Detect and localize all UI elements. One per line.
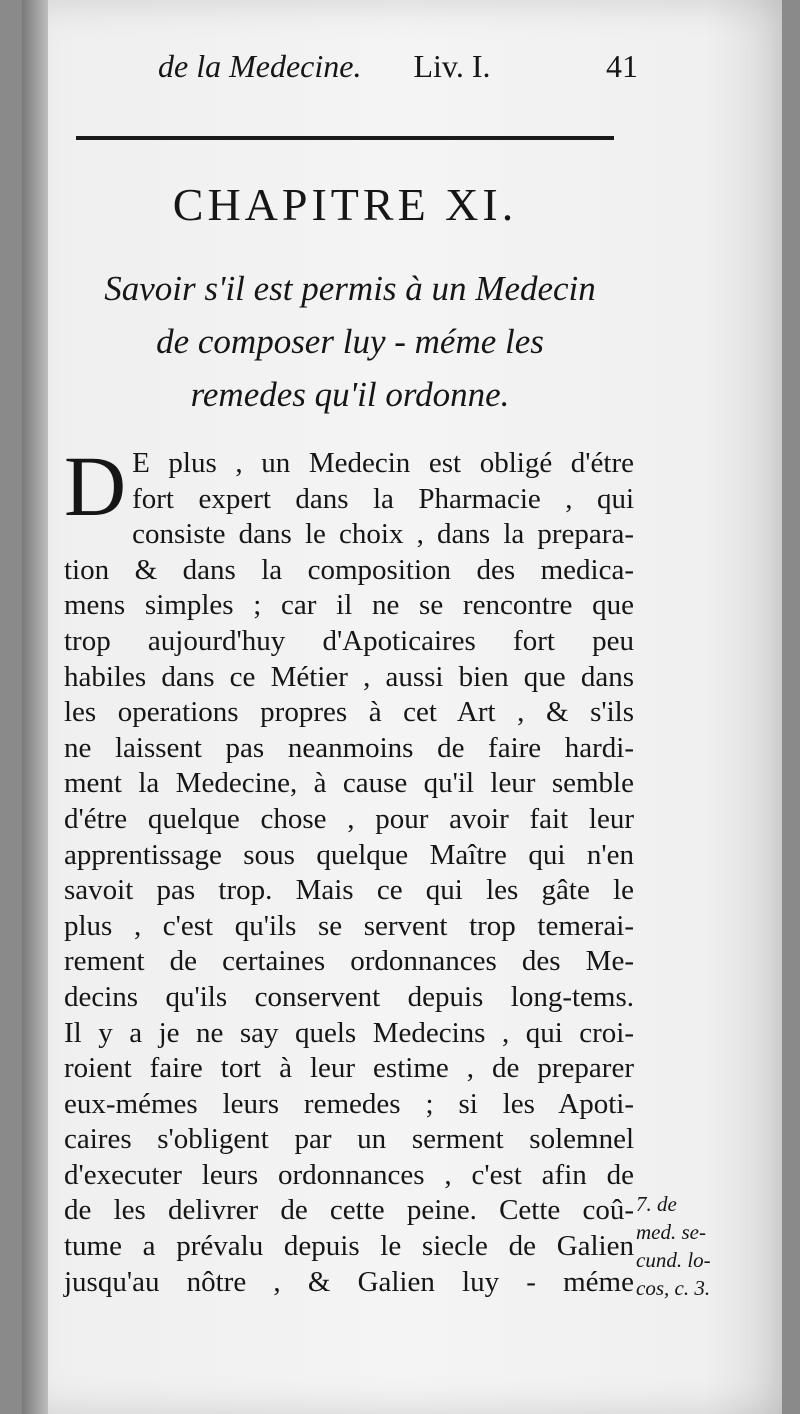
- text-line: roient faire tort à leur estime , de preparer: [64, 1052, 634, 1085]
- text-line: ne laissent pas neanmoins de faire hardi-: [64, 731, 634, 764]
- page-gutter: [22, 0, 48, 1414]
- marginal-note-line: cund. lo-: [636, 1248, 711, 1272]
- text-line: tume a prévalu depuis le siecle de Galien: [64, 1230, 634, 1263]
- text-line: ment la Medecine, à cause qu'il leur semble: [64, 767, 634, 800]
- subtitle-line: remedes qu'il ordonne.: [190, 375, 510, 414]
- text-line: de les delivrer de cette peine. Cette coû-: [64, 1194, 634, 1227]
- running-head: [158, 48, 638, 85]
- marginal-note: [636, 1190, 746, 1302]
- marginal-note-line: med. se-: [636, 1220, 706, 1244]
- text-line: decins qu'ils conservent depuis long-tems.: [64, 980, 634, 1013]
- text-line: caires s'obligent par un serment solemnel: [64, 1123, 634, 1156]
- text-line: d'étre quelque chose , pour avoir fait leur: [64, 802, 634, 835]
- marginal-note-line: 7. de: [636, 1192, 677, 1216]
- text-line: les operations propres à cet Art , & s'ils: [64, 696, 634, 729]
- text-line: Il y a je ne say quels Medecins , qui croi-: [64, 1016, 634, 1049]
- body-text: [64, 438, 634, 1300]
- text-line: mens simples ; car il ne se rencontre que: [64, 589, 634, 622]
- text-line: plus , c'est qu'ils se servent trop temerai-: [64, 909, 634, 942]
- book-number: Liv. I.: [413, 48, 491, 84]
- marginal-note-line: cos, c. 3.: [636, 1276, 711, 1300]
- text-line: consiste dans le choix , dans la prepara-: [132, 518, 634, 551]
- chapter-heading: CHAPITRE XI.: [172, 179, 518, 230]
- page-number: 41: [606, 48, 638, 84]
- subtitle-line: Savoir s'il est permis à un Medecin: [104, 269, 596, 308]
- text-line: tion & dans la composition des medica-: [64, 553, 634, 586]
- drop-capital: D: [64, 438, 127, 534]
- subtitle-line: de composer luy - méme les: [156, 322, 544, 361]
- text-line: habiles dans ce Métier , aussi bien que dans: [64, 660, 634, 693]
- chapter-subtitle: [40, 262, 660, 421]
- text-line: E plus , un Medecin est obligé d'étre: [132, 447, 634, 479]
- text-line: eux-mémes leurs remedes ; si les Apoti-: [64, 1087, 634, 1120]
- running-title: de la Medecine.: [158, 48, 362, 84]
- text-line: apprentissage sous quelque Maître qui n'en: [64, 838, 634, 871]
- text-line: rement de certaines ordonnances des Me-: [64, 945, 634, 978]
- header-rule: [76, 136, 614, 140]
- text-line: jusqu'au nôtre , & Galien luy - méme: [64, 1265, 634, 1298]
- text-line: trop aujourd'huy d'Apoticaires fort peu: [64, 624, 634, 657]
- text-line: savoit pas trop. Mais ce qui les gâte le: [64, 874, 634, 907]
- text-line: d'executer leurs ordonnances , c'est afin de: [64, 1158, 634, 1191]
- text-line: fort expert dans la Pharmacie , qui: [132, 482, 634, 515]
